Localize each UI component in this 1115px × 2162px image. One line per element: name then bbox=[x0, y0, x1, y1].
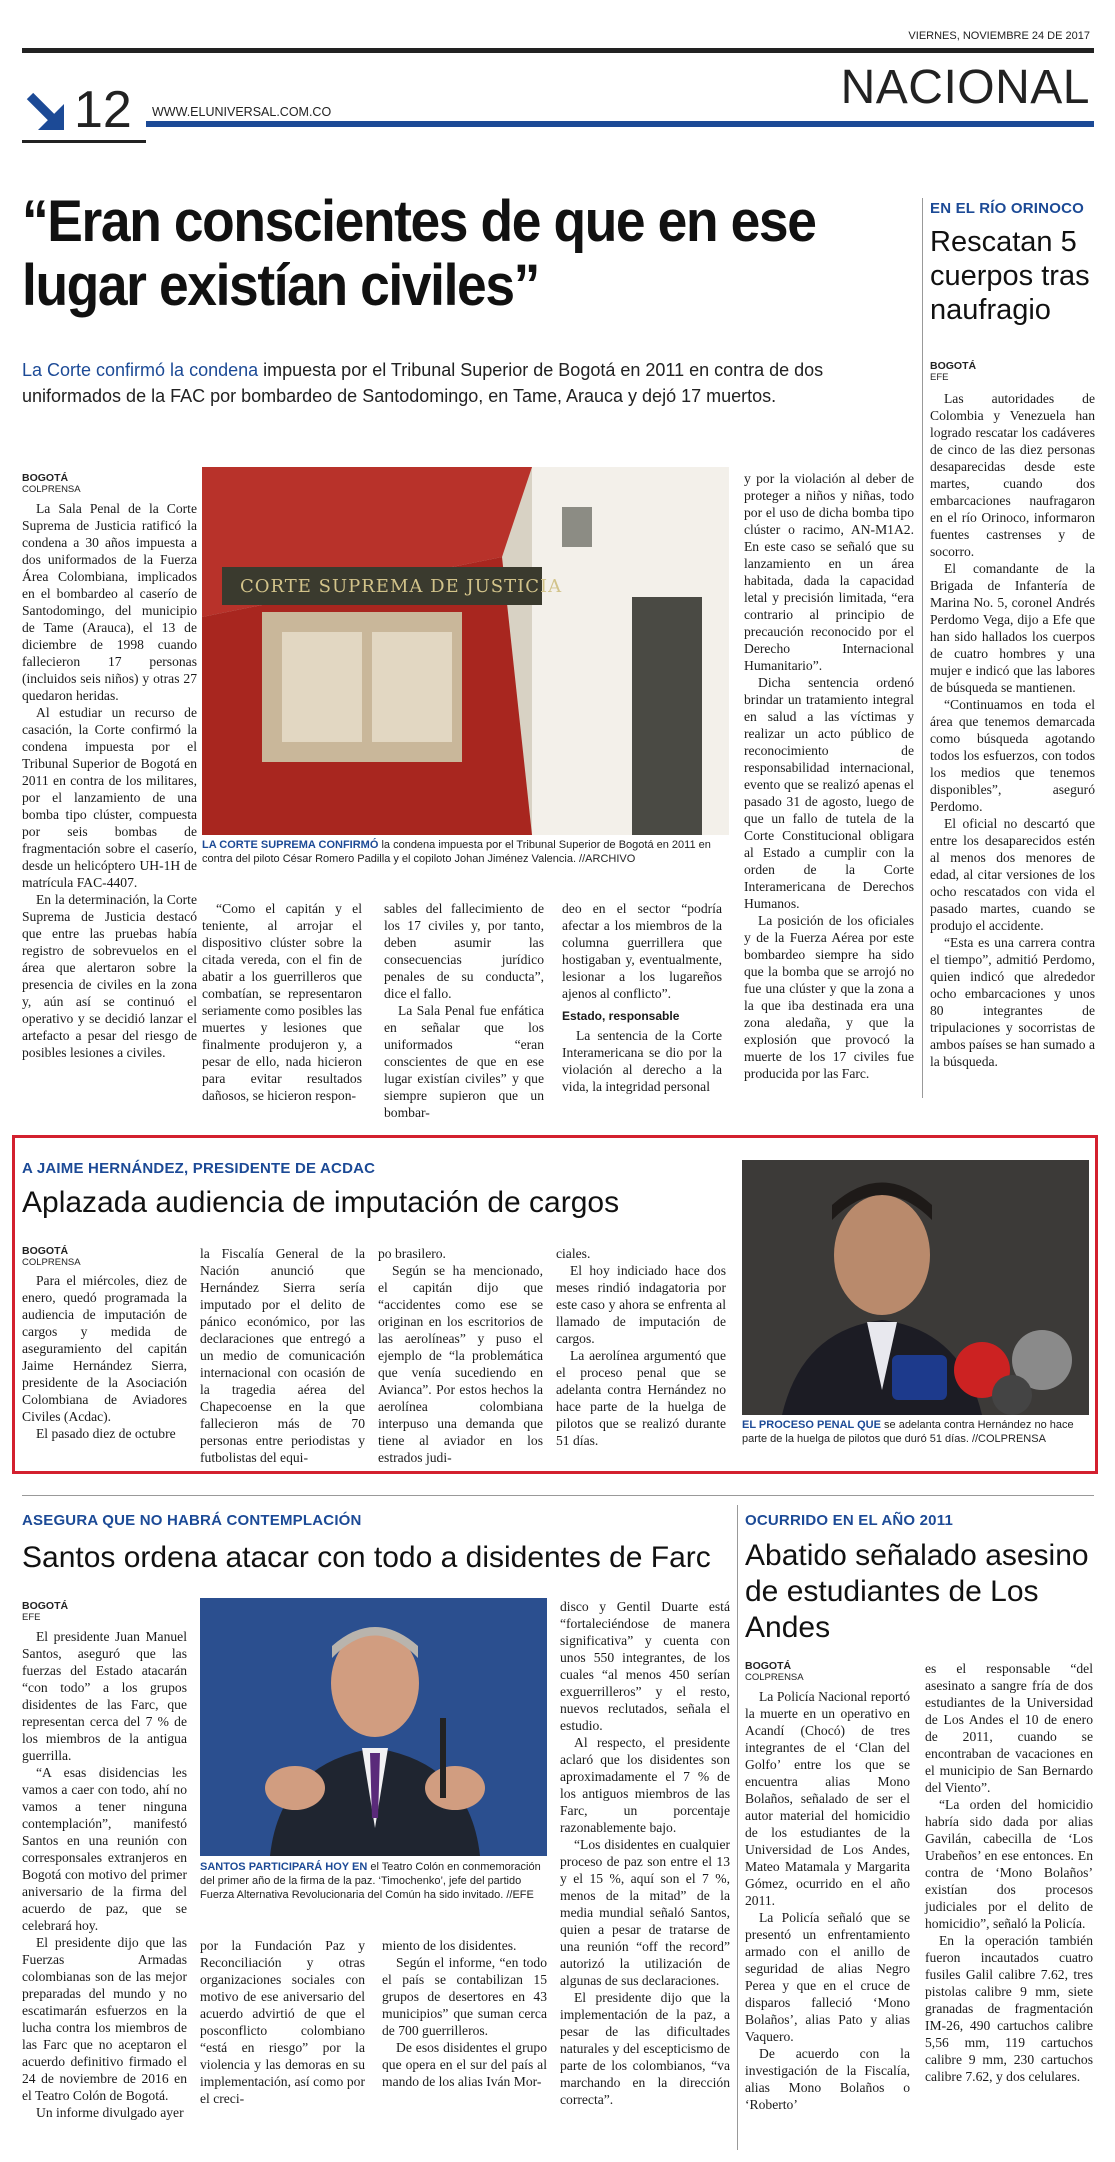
abatido-col-1 bbox=[745, 1688, 910, 2113]
paragraph: la Fiscalía General de la Nación anunció que Hernández Sierra sería imputado por el delito de pánico económico, por las declaraciones que entregó a un medio de comunicación internacional con ocasión de la tragedia aérea del Chapecoense en la que fallecieron más de 70 personas entre periodistas y futbolistas del equi- bbox=[200, 1246, 365, 1465]
lead-deck bbox=[22, 357, 912, 409]
lead-caption-text: la condena impuesta por el Tribunal Superior de Bogotá en 2011 en contra del piloto César Romero Padilla y el copiloto Johan Jiménez Valencia. //ARCHIVO bbox=[202, 839, 711, 865]
paragraph: Para el miércoles, diez de enero, quedó programada la audiencia de imputación de cargos y medida de aseguramiento del capitán Jaime Hernández Sierra, presidente de la Asociación Colombiana de Aviadores Civiles (Acdac). bbox=[22, 1273, 187, 1424]
paragraph: El hoy indiciado hace dos meses rindió indagatoria por este caso y ahora se enfrenta al llamado de imputación de cargos. bbox=[556, 1263, 726, 1346]
paragraph: y por la violación al deber de proteger a niños y niñas, todo por el uso de dicha bomba tipo clúster o racimo, AN-M1A2. En este caso se señaló que su lanzamiento en un área habitada, dada la capacidad letal y precisión limitada, “era contrario al principio de precaución reconocido por el Derecho Internacional Humanitario”. bbox=[744, 471, 914, 673]
paragraph: Dicha sentencia ordenó brindar un tratamiento integral en salud a las víctimas y realizar un acto público de reconocimiento de responsabilidad internacional, evento que se realizó apenas el pasado 31 de agosto, luego de que un fallo de tutela de la Corte Constitucional obligara al Estado a cumplir con la orden de la Corte Interamericana de Derechos Humanos. bbox=[744, 675, 914, 911]
paragraph: “Esta es una carrera contra el tiempo”, admitió Perdomo, quien indicó que alrededor ocho embarcaciones y unos 80 integrantes de tripulaciones y socorristas de ambos países se han sumado a la búsqueda. bbox=[930, 935, 1095, 1069]
santos-kicker: ASEGURA QUE NO HABRÁ CONTEMPLACIÓN bbox=[22, 1512, 362, 1529]
orinoco-byline-agency: EFE bbox=[930, 372, 949, 383]
abatido-byline bbox=[745, 1660, 804, 1684]
portrait-image bbox=[742, 1160, 1089, 1415]
orinoco-kicker: EN EL RÍO ORINOCO bbox=[930, 200, 1084, 217]
paragraph: “Continuamos en toda el área que tenemos demarcada como búsqueda agotando todos los esfuerzos, con todos los medios que tenemos disponibles”, aseguró Perdomo. bbox=[930, 697, 1095, 814]
orinoco-body bbox=[930, 390, 1095, 1070]
paragraph: El presidente dijo que las Fuerzas Armadas colombianas son de las mejor preparadas del mundo y no escatimarán esfuerzos en la lucha contra los miembros de las Farc que no aceptaron el acuerdo definitivo firmado el 24 de noviembre de 2016 en el Teatro Colón de Bogotá. bbox=[22, 1935, 187, 2103]
paragraph: po brasilero. bbox=[378, 1246, 446, 1261]
paragraph: Un informe divulgado ayer bbox=[36, 2105, 184, 2120]
lead-caption bbox=[202, 838, 729, 866]
paragraph: Según el informe, “en todo el país se contabilizan 15 grupos de desertores en 43 municipios” que suman cerca de 700 guerrilleros. bbox=[382, 1955, 547, 2038]
acdac-col-1 bbox=[22, 1272, 187, 1442]
edition-date: VIERNES, NOVIEMBRE 24 DE 2017 bbox=[908, 30, 1090, 42]
paragraph: El oficial no descartó que entre los desaparecidos estén al menos dos menores de edad, al citar versiones de los ocho rescatados con vida el pasado martes, cuando se produjo el accidente. bbox=[930, 816, 1095, 933]
orinoco-headline: Rescatan 5 cuerpos tras naufragio bbox=[930, 226, 1090, 326]
acdac-col-3 bbox=[378, 1245, 543, 1466]
paragraph: El pasado diez de octubre bbox=[36, 1426, 176, 1441]
paragraph: La Sala Penal fue enfática en señalar que los uniformados “eran conscientes de que en ese lugar existían civiles” y que siempre supieron que un bombar- bbox=[384, 1003, 544, 1120]
arrow-icon bbox=[24, 90, 68, 134]
acdac-photo bbox=[742, 1160, 1089, 1415]
santos-caption bbox=[200, 1860, 547, 1902]
santos-col-1 bbox=[22, 1628, 187, 2121]
paragraph: Según se ha mencionado, el capitán dijo que “accidentes como ese se originan en los escritorios de las aerolíneas” y puso el ejemplo de “la problemática que venía sucediendo en Avianca”. Por estos hechos la aerolínea colombiana interpuso una demanda que tiene al aviador en los estrados judi- bbox=[378, 1263, 543, 1465]
acdac-byline bbox=[22, 1245, 81, 1269]
abatido-byline-city: BOGOTÁ bbox=[745, 1660, 792, 1672]
acdac-kicker: A JAIME HERNÁNDEZ, PRESIDENTE DE ACDAC bbox=[22, 1160, 376, 1177]
paragraph: El presidente Juan Manuel Santos, aseguró que las fuerzas del Estado atacarán “con todo” a los grupos disidentes de las Farc, que representan cerca del 7 % de los miembros de la antigua guerrilla. bbox=[22, 1629, 187, 1763]
lead-col-5 bbox=[744, 470, 914, 1082]
abatido-divider bbox=[737, 1505, 738, 2150]
lead-byline bbox=[22, 472, 81, 496]
paragraph: Al estudiar un recurso de casación, la Corte confirmó la condena impuesta por el Tribunal Superior de Bogotá en 2011 en contra de los militares, por el lanzamiento de una bomba tipo clúster, compuesta por seis bombas de fragmentación sobre el caserío, desde un helicóptero UH-1H de matrícula FAC-4407. bbox=[22, 705, 197, 890]
santos-col-2 bbox=[200, 1937, 365, 2107]
santos-col-3 bbox=[382, 1937, 547, 2090]
santos-photo bbox=[200, 1598, 547, 1856]
paragraph: El comandante de la Brigada de Infantería de Marina No. 5, coronel Andrés Perdomo Vega, dijo a Efe que han sido hallados los cuerpos de cuatro hombres y una mujer e indicó que las labores de búsqueda se mantienen. bbox=[930, 561, 1095, 695]
lead-deck-text: impuesta por el Tribunal Superior de Bogotá en 2011 en contra de dos uniformados de la FAC por bombardeo de Santodomingo, en Tame, Arauca y dejó 17 muertos. bbox=[22, 360, 824, 406]
website: WWW.ELUNIVERSAL.COM.CO bbox=[152, 105, 332, 119]
abatido-byline-agency: COLPRENSA bbox=[745, 1672, 804, 1683]
santos-headline: Santos ordena atacar con todo a disidentes de Farc bbox=[22, 1541, 711, 1574]
acdac-caption bbox=[742, 1418, 1089, 1446]
lead-photo bbox=[202, 467, 729, 835]
paragraph: ciales. bbox=[556, 1246, 591, 1261]
paragraph: “La orden del homicidio habría sido dada por alias Gavilán, cabecilla de ‘Los Urabeños’ en ese entonces. En contra de ‘Mono Bolaños’ existían dos procesos judiciales por el delito de homicidio”, señaló la Policía. bbox=[925, 1797, 1093, 1931]
paragraph: Al respecto, el presidente aclaró que los disidentes son aproximadamente el 7 % de los antiguos miembros de las Farc, un porcentaje razonablemente bajo. bbox=[560, 1735, 730, 1835]
paragraph: es el responsable “del asesinato a sangre fría de dos estudiantes de la Universidad de Los Andes el 10 de enero de 2011, cuando se encontraban de vacaciones en el municipio de San Bernardo del Viento”. bbox=[925, 1661, 1093, 1795]
lead-byline-city: BOGOTÁ bbox=[22, 472, 69, 484]
abatido-headline: Abatido señalado asesino de estudiantes de Los Andes bbox=[745, 1539, 1089, 1644]
court-sign-text: CORTE SUPREMA DE JUSTICIA bbox=[240, 576, 563, 597]
paragraph: “Los disidentes en cualquier proceso de paz son entre el 13 y el 15 %, aquí son el 7 %, menos de la mitad” de la media mundial señaló Santos, quien a pesar de tratarse de una reunión “off the record” autorizó la utilización de algunas de sus declaraciones. bbox=[560, 1837, 730, 1988]
paragraph: sables del fallecimiento de los 17 civiles y, por tanto, deben asumir las consecuencias jurídico penales de su conducta”, dice el fallo. bbox=[384, 901, 544, 1001]
acdac-col-2 bbox=[200, 1245, 365, 1466]
paragraph: La Sala Penal de la Corte Suprema de Justicia ratificó la condena a 30 años impuesta a dos uniformados de la Fuerza Área Colombiana, implicados en el bombardeo al caserío de Santodomingo, del municipio de Tame (Arauca), el 13 de diciembre de 1998 cuando fallecieron 17 personas (incluidos seis niños) y otras 27 quedaron heridas. bbox=[22, 501, 197, 703]
paragraph: La Policía señaló que se presentó un enfrentamiento armado con el anillo de seguridad de alias Negro Perea y que en el cruce de disparos falleció ‘Mono Bolaños’, alias Pato y alias Vaquero. bbox=[745, 1910, 910, 2044]
abatido-kicker: OCURRIDO EN EL AÑO 2011 bbox=[745, 1512, 953, 1529]
orinoco-byline bbox=[930, 360, 976, 384]
paragraph: por la Fundación Paz y Reconciliación y otras organizaciones sociales con motivo de ese aniversario del acuerdo advirtió de que el posconflicto colombiano “está en riesgo” por la violencia y las demoras en su implementación, así como por el creci- bbox=[200, 1938, 365, 2106]
abatido-col-2 bbox=[925, 1660, 1093, 2085]
paragraph: miento de los disidentes. bbox=[382, 1938, 517, 1953]
paragraph: La Policía Nacional reportó la muerte en un operativo en Acandí (Chocó) de tres integrantes de el ‘Clan del Golfo’ entre los que se encuentra alias Mono Bolaños, señalado de ser el autor material del homicidio de los estudiantes de la Universidad de Los Andes, Mateo Matamala y Margarita Gómez, ocurrido en el año 2011. bbox=[745, 1689, 910, 1908]
lead-col-2 bbox=[202, 900, 362, 1104]
santos-byline-agency: EFE bbox=[22, 1612, 41, 1623]
acdac-col-4 bbox=[556, 1245, 726, 1449]
paragraph: En la determinación, la Corte Suprema de Justicia destacó que entre las pruebas había registro de sobrevuelos en el área que alertaron sobre la presencia de civiles en la zona y, aún así se continuó el operativo y se decidió lanzar el artefacto a pesar del riesgo de posibles lesiones a civiles. bbox=[22, 892, 197, 1060]
santos-portrait-image bbox=[200, 1598, 547, 1856]
section-name: NACIONAL bbox=[840, 61, 1090, 114]
paragraph: disco y Gentil Duarte está “fortaleciéndose de manera significativa” y cuenta con unos 550 integrantes, de los cuales “al menos 450 serían exguerrilleros” y el resto, nuevos reclutados, señala el estudio. bbox=[560, 1599, 730, 1733]
paragraph: La sentencia de la Corte Interamericana se dio por la violación al derecho a la vida, la integridad personal bbox=[562, 1028, 722, 1094]
lead-col-4 bbox=[562, 900, 722, 1095]
santos-caption-lead: SANTOS PARTICIPARÁ HOY EN bbox=[200, 1861, 368, 1873]
acdac-caption-lead: EL PROCESO PENAL QUE bbox=[742, 1419, 881, 1431]
header-top-rule bbox=[22, 48, 1094, 53]
page-number-box bbox=[22, 81, 142, 139]
santos-byline-city: BOGOTÁ bbox=[22, 1600, 69, 1612]
paragraph: La aerolínea argumentó que el proceso penal que se adelanta contra Hernández no hace parte de la huelga de pilotos que se realizó durante 51 días. bbox=[556, 1348, 726, 1448]
lead-col-3 bbox=[384, 900, 544, 1121]
paragraph: El presidente dijo que la implementación de la paz, a pesar de las dificultades naturales y del escepticismo de parte de los colombianos, “va marchando en la dirección correcta”. bbox=[560, 1990, 730, 2107]
paragraph: Las autoridades de Colombia y Venezuela han logrado rescatar los cadáveres de cinco de las diez personas desaparecidas desde este martes, cuando dos embarcaciones naufragaron en el río Orinoco, informaron fuentes castrenses y de socorro. bbox=[930, 391, 1095, 559]
paragraph: deo en el sector “podría afectar a los miembros de la columna guerrillera que hostigaban y, eventualmente, lesionar a los lugareños ajenos al conflicto”. bbox=[562, 901, 722, 1001]
lead-headline: “Eran conscientes de que en ese lugar existían civiles” bbox=[22, 189, 816, 318]
paragraph: “Como el capitán y el teniente, al arrojar el dispositivo clúster sobre la citada vereda, con el fin de abatir a los guerrilleros que combatían, se representaron seriamente como posibles las muertes y lesiones que finalmente produjeron y, a pesar de ello, nada hicieron para evitar resultados dañosos, se hicieron respon- bbox=[202, 901, 362, 1103]
lead-col-1 bbox=[22, 500, 197, 1061]
paragraph: La posición de los oficiales y de la Fuerza Aérea por este bombardeo siempre ha sido que la bomba que se arrojó no fue una clúster y que la zona a la que iba destinada era una zona aledaña, y que la explosión que provocó la muerte de los 17 civiles fue producida por las Farc. bbox=[744, 913, 914, 1081]
santos-col-4 bbox=[560, 1598, 730, 2108]
acdac-caption-text: se adelanta contra Hernández no hace parte de la huelga de pilotos que duró 51 días. //COLPRENSA bbox=[742, 1419, 1074, 1445]
section-separator bbox=[22, 1495, 1094, 1496]
orinoco-byline-city: BOGOTÁ bbox=[930, 360, 977, 372]
paragraph: En la operación también fueron incautados cuatro fusiles Galil calibre 7.62, tres pistolas calibre 9 mm, siete granadas de fragmentación IM-26, 490 cartuchos calibre 5,56 mm, 119 cartuchos calibre 9 mm, 230 cartuchos calibre 7.62, y dos celulares. bbox=[925, 1933, 1093, 2084]
acdac-byline-city: BOGOTÁ bbox=[22, 1245, 69, 1257]
lead-byline-agency: COLPRENSA bbox=[22, 484, 81, 495]
lead-subhead: Estado, responsable bbox=[562, 1009, 680, 1023]
page-number-underline bbox=[22, 140, 146, 143]
header-blue-rule bbox=[146, 121, 1094, 127]
lead-caption-lead: LA CORTE SUPREMA CONFIRMÓ bbox=[202, 839, 379, 851]
lead-deck-highlight: La Corte confirmó la condena bbox=[22, 360, 259, 380]
court-building-image bbox=[202, 467, 729, 835]
paragraph: De acuerdo con la investigación de la Fiscalía, alias Mono Bolaños o ‘Roberto’ bbox=[745, 2046, 910, 2112]
santos-caption-text: el Teatro Colón en conmemoración del primer año de la firma de la paz. ‘Timochenko’, jefe del partido Fuerza Alternativa Revolucionaria del Común ha sido invitado. //EFE bbox=[200, 1861, 541, 1901]
santos-byline bbox=[22, 1600, 68, 1624]
paragraph: “A esas disidencias les vamos a caer con todo, ahí no vamos a tener ninguna contemplación”, manifestó Santos en una reunión con corresponsales extranjeros en Bogotá con motivo del primer aniversario de la firma del acuerdo de paz, que se celebrará hoy. bbox=[22, 1765, 187, 1933]
acdac-byline-agency: COLPRENSA bbox=[22, 1257, 81, 1268]
acdac-headline: Aplazada audiencia de imputación de cargos bbox=[22, 1186, 620, 1219]
page-number: 12 bbox=[74, 81, 132, 139]
orinoco-divider bbox=[922, 198, 923, 1098]
paragraph: De esos disidentes el grupo que opera en el sur del país al mando de los alias Iván Mor- bbox=[382, 2040, 547, 2089]
